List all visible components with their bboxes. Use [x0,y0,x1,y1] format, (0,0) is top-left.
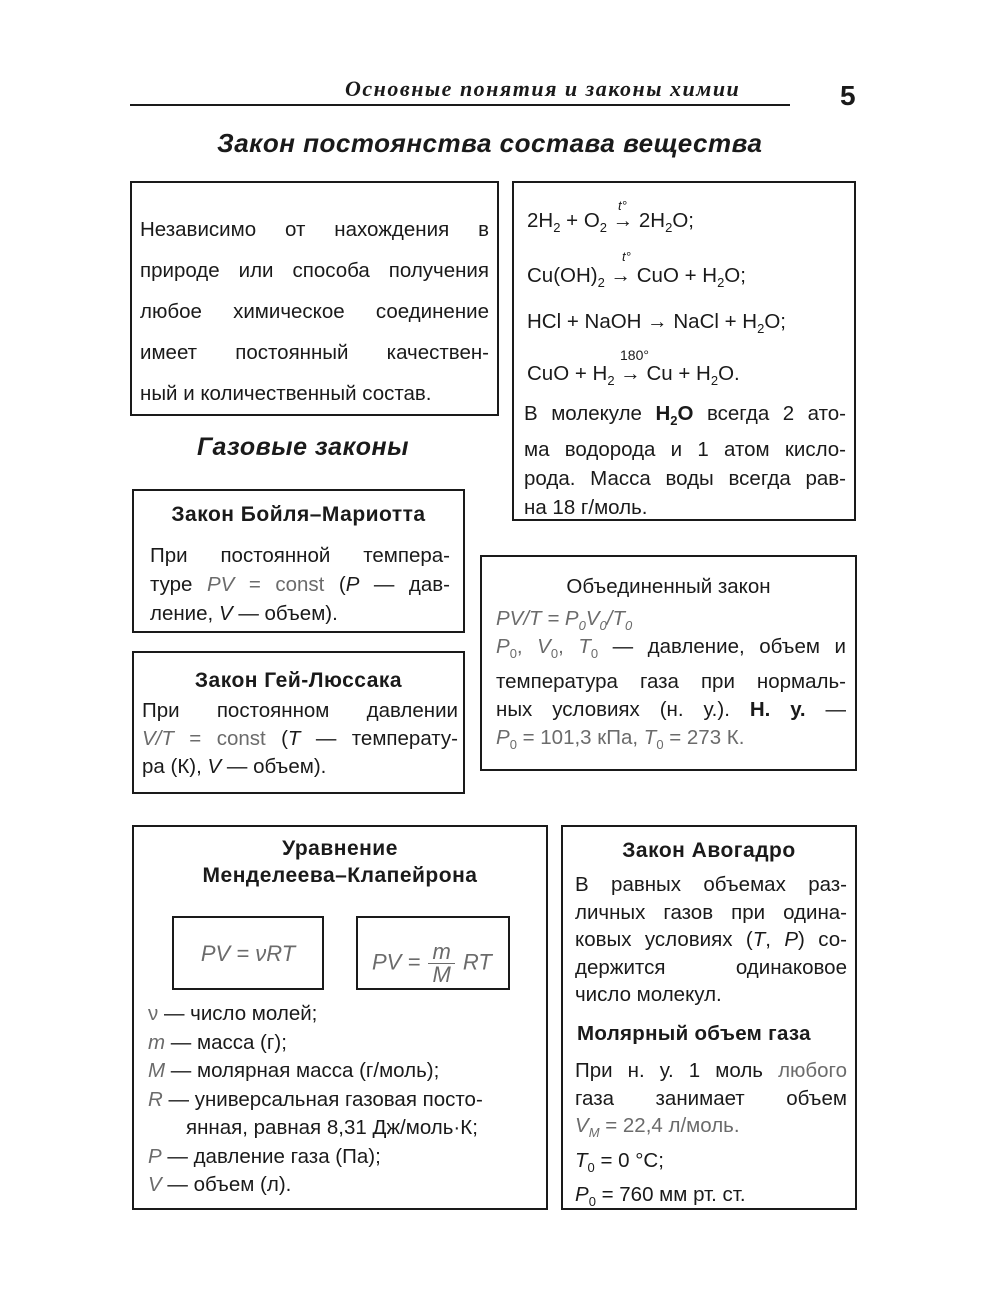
formula2-left: PV = [372,949,421,975]
legend-P: P — давление газа (Па); [148,1144,381,1168]
combined-line: температура газа при нормаль- [496,670,846,693]
mendeleev-title-1: Уравнение [282,837,398,860]
equation-4: CuO + $H_2 \to Cu + H_2O$. [527,362,740,388]
formula-pv-mmrt [372,941,492,986]
avogadro-line: число молекул. [575,983,722,1006]
gay-lussac-line: V/T = const (T — температу- [142,727,458,750]
water-note-line: на 18 г/моль. [524,496,648,519]
legend-M: M — молярная масса (г/моль); [148,1059,440,1082]
molar-line: $P_0 = 760$ мм рт. ст. [575,1183,746,1209]
molar-volume-title: Молярный объем газа [577,1022,811,1045]
formula-box-1 [172,916,324,990]
molar-line: При н. у. 1 моль любого [575,1059,847,1082]
water-note-line: В молекуле $H_2O$ всегда 2 ато- [524,402,846,428]
molar-line: газа занимает объем [575,1086,847,1110]
gay-lussac-line: При постоянном давлении [142,699,458,722]
page-number: 5 [840,80,856,111]
boyle-line: ление, V — объем). [150,602,338,625]
avogadro-box [561,825,857,1210]
legend-nu: ν — число молей; [148,1002,318,1025]
composition-examples-box [512,181,856,521]
formula2-numerator: m [428,941,454,964]
formula-box-2 [356,916,510,990]
eq2-condition: t° [622,249,631,264]
boyle-title: Закон Бойля–Мариотта [171,503,426,526]
eq1-condition: t° [618,198,627,213]
equation-2: $Cu(OH)_2$ → CuO + $H_2O$; [527,264,746,290]
boyle-line: При постоянной темпера- [150,544,450,567]
mendeleev-clapeyron-box [132,825,548,1210]
legend-R: R — универсальная газовая посто- [148,1087,483,1111]
water-note-line: рода. Масса воды всегда рав- [524,467,846,490]
formula-pv-nrt: PV = νRT [200,941,296,966]
combined-title: Объединенный закон [566,575,771,598]
formula2-right: RT [462,949,492,975]
section-title-composition: Закон постоянства состава вещества [217,128,763,158]
eq4-condition: 180° [620,347,649,363]
composition-line: любое химическое соединение [140,300,489,323]
formula2-denominator: M [432,962,451,987]
boyle-mariotte-box [132,489,465,633]
composition-line: ный и количественный состав. [140,382,432,405]
combined-line: $P_0 = 101,3$ кПа, $T_0 = 273$ К. [496,726,745,752]
avogadro-title: Закон Авогадро [622,839,796,862]
avogadro-line: В равных объемах раз- [575,873,847,896]
mendeleev-title-2: Менделеева–Клапейрона [202,864,478,887]
avogadro-line: держится одинаковое [575,955,847,979]
section-title-gas-laws: Газовые законы [197,433,409,461]
composition-line: имеет постоянный качествен- [140,341,489,364]
equation-1: $2H_2 + O_2 \to 2H_2O$; [527,209,694,235]
header-rule [130,104,790,106]
composition-line: Независимо от нахождения в [140,218,489,241]
composition-statement-box [130,181,499,416]
molar-line: $V_M = 22,4$ л/моль. [575,1114,740,1140]
combined-line: ных условиях (н. у.). Н. у. — [496,698,847,721]
molar-line: $T_0 = 0$ °C; [575,1148,664,1175]
water-note-line: ма водорода и 1 атом кисло- [524,438,846,461]
legend-m: m — масса (г); [148,1030,287,1054]
composition-line: природе или способа получения [140,259,489,282]
combined-formula: $PV/T = P_0V_0/T_0$ [496,607,633,633]
boyle-line: туре PV = const (P — дав- [150,573,450,596]
gay-lussac-box [132,651,465,794]
avogadro-line: личных газов при одина- [575,900,847,924]
gay-lussac-title: Закон Гей-Люссака [194,669,403,692]
combined-law-box [480,555,857,771]
equation-3: HCl + NaOH → NaCl + $H_2O$; [527,310,786,336]
legend-V: V — объем (л). [148,1173,292,1196]
gay-lussac-line: ра (К), V — объем). [142,755,327,778]
combined-line: $P_0$, $V_0$, $T_0$ — давление, объем и [496,635,846,661]
legend-R-cont: янная, равная 8,31 Дж/моль·К; [186,1116,478,1139]
avogadro-line: ковых условиях (T, P) со- [575,928,847,951]
running-title: Основные понятия и законы химии [345,76,741,101]
